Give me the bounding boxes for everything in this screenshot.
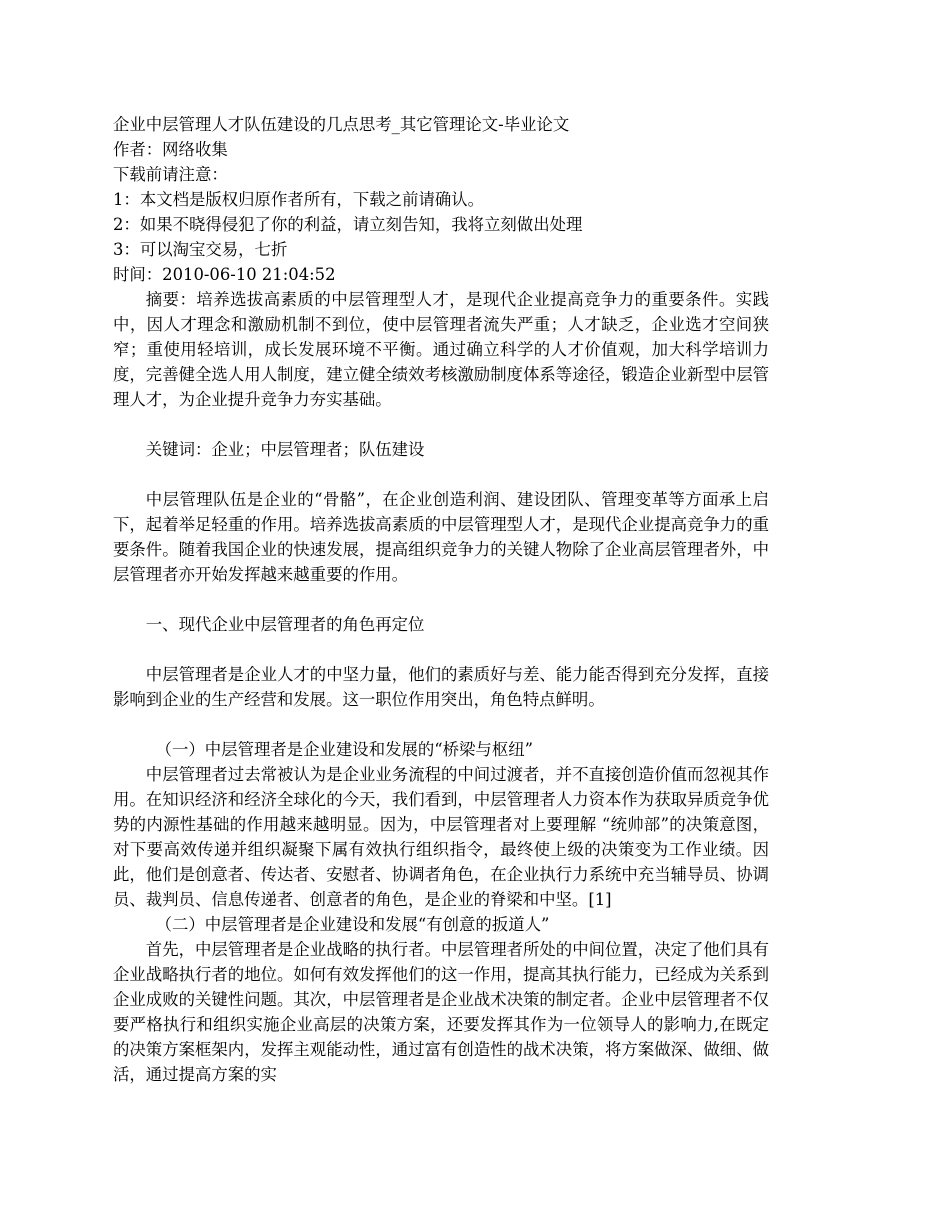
notice-item-3: 3：可以淘宝交易，七折 (113, 240, 288, 259)
subsection-2-heading: （二）中层管理者是企业建设和发展“有创意的扳道人” (155, 915, 550, 934)
intro-paragraph: 中层管理队伍是企业的“骨骼”，在企业创造利润、建设团队、管理变革等方面承上启下，起着举足轻重的作用。培养选拔高素质的中层管理型人才，是现代企业提高竞争力的重要条件。随着我国企业的快速发展，提高组织竞争力的关键人物除了企业高层管理者外，中层管理者亦开始发挥越来越重要的作用。 (113, 490, 769, 584)
subsection-1-paragraph: 中层管理者过去常被认为是企业业务流程的中间过渡者，并不直接创造价值而忽视其作用。在知识经济和经济全球化的今天，我们看到，中层管理者人力资本作为获取异质竞争优势的内源性基础的作用越来越明显。因为，中层管理者对上要理解 “统帅部”的决策意图，对下要高效传递并组织凝聚下属有效执行组织指令，最终使上级的决策变为工作业绩。因此，他们是创意者、传达者、安慰者、协调者角色，在企业执行力系统中充当辅导员、协调员、裁判员、信息传递者、创意者的角色，是企业的脊梁和中坚。[1] (113, 765, 769, 909)
author-line: 作者：网络收集 (113, 140, 228, 159)
timestamp: 时间：2010-06-10 21:04:52 (113, 265, 336, 284)
abstract-paragraph: 摘要：培养选拔高素质的中层管理型人才，是现代企业提高竞争力的重要条件。实践中，因人才理念和激励机制不到位，使中层管理者流失严重；人才缺乏，企业选才空间狭窄；重使用轻培训，成长发展环境不平衡。通过确立科学的人才价值观，加大科学培训力度，完善健全选人用人制度，建立健全绩效考核激励制度体系等途径，锻造企业新型中层管理人才，为企业提升竞争力夯实基础。 (113, 290, 769, 409)
notice-item-1: 1：本文档是版权归原作者所有，下载之前请确认。 (113, 190, 485, 209)
document-page (113, 112, 769, 1087)
keywords-line: 关键词：企业；中层管理者；队伍建设 (145, 440, 425, 459)
subsection-1-heading: （一）中层管理者是企业建设和发展的“桥梁与枢纽” (155, 740, 533, 759)
section-1-paragraph: 中层管理者是企业人才的中坚力量，他们的素质好与差、能力能否得到充分发挥，直接影响到企业的生产经营和发展。这一职位作用突出，角色特点鲜明。 (113, 665, 769, 709)
section-1-heading: 一、现代企业中层管理者的角色再定位 (145, 615, 425, 634)
subsection-2-paragraph: 首先，中层管理者是企业战略的执行者。中层管理者所处的中间位置，决定了他们具有企业战略执行者的地位。如何有效发挥他们的这一作用，提高其执行能力，已经成为关系到企业成败的关键性问题。其次，中层管理者是企业战术决策的制定者。企业中层管理者不仅要严格执行和组织实施企业高层的决策方案，还要发挥其作为一位领导人的影响力,在既定的决策方案框架内，发挥主观能动性，通过富有创造性的战术决策，将方案做深、做细、做活，通过提高方案的实 (113, 940, 769, 1084)
document-title: 企业中层管理人才队伍建设的几点思考_其它管理论文-毕业论文 (113, 115, 570, 134)
notice-title: 下载前请注意： (113, 165, 228, 184)
notice-item-2: 2：如果不晓得侵犯了你的利益，请立刻告知，我将立刻做出处理 (113, 215, 583, 234)
